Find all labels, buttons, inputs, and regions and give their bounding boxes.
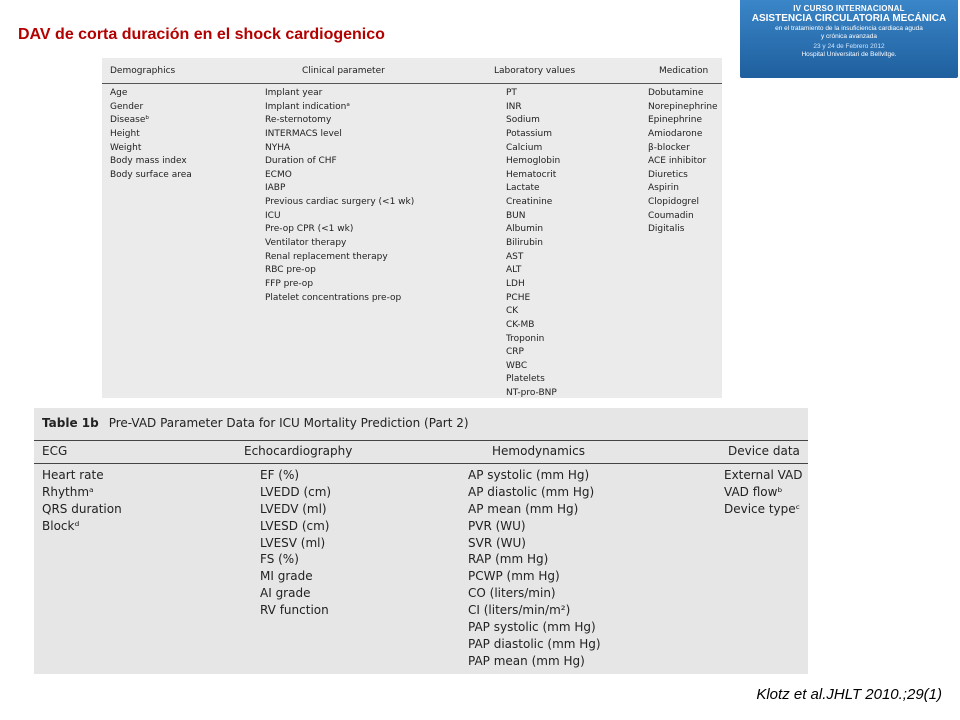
table-cell: INR [506,101,522,112]
table-cell: Diseaseᵇ [110,115,150,126]
table-cell: VAD flowᵇ [724,484,783,499]
table-cell: External VAD [724,468,803,482]
table-cell: LVESV (ml) [260,535,326,550]
top-rule [34,440,808,441]
table-cell: AI grade [260,586,311,601]
table-cell: Hemoglobin [506,156,561,167]
table-cell: CRP [506,347,524,358]
table-cell: Body surface area [110,169,192,180]
table-cell: Ventilator therapy [265,238,347,249]
table-cell: AST [506,251,524,262]
header-ecg: ECG [42,444,68,458]
table-cell: Dobutamine [648,88,704,98]
table-cell: Digitalis [648,224,685,235]
banner-line-3: en el tratamiento de la insuficiencia cardiaca aguda [775,25,923,32]
table-cell: Weight [110,142,142,153]
table-cell: Albumin [506,224,544,235]
table-cell: LDH [506,278,525,289]
table-cell: Sodium [506,115,540,126]
table-cell: Epinephrine [648,115,702,126]
header-clinical-parameter: Clinical parameter [302,66,385,76]
table-cell: PAP diastolic (mm Hg) [468,636,601,651]
table-cell: RV function [260,603,329,618]
table-1a-header-row [102,58,722,84]
table-cell: PCWP (mm Hg) [468,569,560,584]
table-cell: Re-sternotomy [265,115,332,126]
table-cell: MI grade [260,569,313,584]
table-cell: Platelet concentrations pre-op [265,292,402,303]
col-ecg [42,467,122,535]
table-cell: Lactate [506,183,540,194]
table-cell: RAP (mm Hg) [468,552,549,567]
table-cell: FFP pre-op [265,278,314,289]
banner-line-1: IV CURSO INTERNACIONAL [793,4,905,13]
table-cell: Previous cardiac surgery (<1 wk) [265,197,415,208]
table-1a [102,58,722,398]
table-cell: RBC pre-op [265,265,316,276]
header-medication: Medication [659,66,709,76]
table-cell: PT [506,88,517,98]
table-1b [34,408,808,674]
header-echocardiography: Echocardiography [244,444,353,458]
table-1b-label: Table 1b [42,416,99,430]
table-cell: CO (liters/min) [468,586,556,601]
table-cell: Potassium [506,128,553,139]
table-cell: AP diastolic (mm Hg) [468,484,595,499]
table-cell: Renal replacement therapy [265,251,388,262]
table-cell: Gender [110,101,144,112]
table-cell: SVR (WU) [468,535,526,550]
table-cell: PCHE [506,292,531,303]
table-cell: Creatinine [506,197,553,208]
table-cell: WBC [506,360,528,371]
table-cell: QRS duration [42,501,122,516]
header-hemodynamics: Hemodynamics [492,444,585,458]
table-1b-caption [42,416,469,430]
col-medication [648,87,718,237]
table-cell: EF (%) [260,468,300,482]
table-cell: AP systolic (mm Hg) [468,468,590,482]
table-cell: Troponin [506,333,545,344]
table-cell: CK [506,306,519,317]
table-cell: β-blocker [648,142,690,153]
table-cell: Body mass index [110,156,187,167]
table-cell: Duration of CHF [265,156,337,167]
table-cell: Implant indicationᵃ [265,101,350,112]
table-cell: Device typeᶜ [724,501,801,516]
col-hemodynamics [468,467,601,670]
table-cell: Implant year [265,88,323,98]
table-cell: Age [110,88,128,98]
col-echocardiography [260,467,331,619]
table-cell: PAP mean (mm Hg) [468,653,585,668]
header-demographics: Demographics [110,66,176,76]
header-laboratory-values: Laboratory values [494,66,576,76]
table-cell: Calcium [506,142,543,153]
banner-line-5: 23 y 24 de Febrero 2012 [813,43,885,50]
table-cell: AP mean (mm Hg) [468,501,579,516]
table-cell: ICU [265,210,281,221]
table-cell: Rhythmᵃ [42,484,94,499]
table-cell: BUN [506,210,526,221]
table-cell: Hematocrit [506,169,557,180]
table-cell: CK-MB [506,319,535,330]
table-cell: Diuretics [648,169,688,180]
table-cell: FS (%) [260,552,299,567]
table-cell: ACE inhibitor [648,156,707,167]
table-cell: Height [110,128,140,139]
table-cell: INTERMACS level [265,128,342,139]
col-demographics [110,87,192,182]
table-cell: Bilirubin [506,238,543,249]
header-device-data: Device data [728,444,800,458]
table-cell: Coumadin [648,210,694,221]
table-cell: PAP systolic (mm Hg) [468,620,596,635]
table-cell: LVEDD (cm) [260,484,332,499]
table-cell: NYHA [265,142,291,153]
banner-line-2: ASISTENCIA CIRCULATORIA MECÁNICA [751,13,947,24]
header-rule [34,463,808,464]
table-cell: Heart rate [42,468,104,482]
table-cell: PVR (WU) [468,518,526,533]
table-cell: Norepinephrine [648,101,718,112]
table-cell: Blockᵈ [42,518,80,533]
col-device-data [724,467,803,518]
table-cell: Pre-op CPR (<1 wk) [265,224,354,235]
table-cell: IABP [265,183,286,194]
col-laboratory-values [506,87,560,401]
table-cell: LVEDV (ml) [260,501,327,516]
table-cell: NT-pro-BNP [506,388,557,399]
table-cell: ALT [506,265,522,276]
banner-line-6: Hospital Universitari de Bellvitge. [801,51,897,58]
table-cell: LVESD (cm) [260,518,330,533]
banner-line-4: y crónica avanzada [820,33,877,40]
table-cell: CI (liters/min/m²) [468,603,571,618]
table-cell: Amiodarone [648,128,703,139]
table-cell: Platelets [506,374,545,385]
table-1b-title: Pre-VAD Parameter Data for ICU Mortality Prediction (Part 2) [108,416,469,430]
citation: Klotz et al.JHLT 2010.;29(1) [756,686,942,703]
col-clinical-parameter [265,87,414,305]
slide-title: DAV de corta duración en el shock cardiogenico [18,26,385,43]
table-cell: ECMO [265,169,292,180]
course-banner-logo [740,0,958,78]
table-cell: Aspirin [648,183,679,194]
table-cell: Clopidogrel [648,197,699,208]
